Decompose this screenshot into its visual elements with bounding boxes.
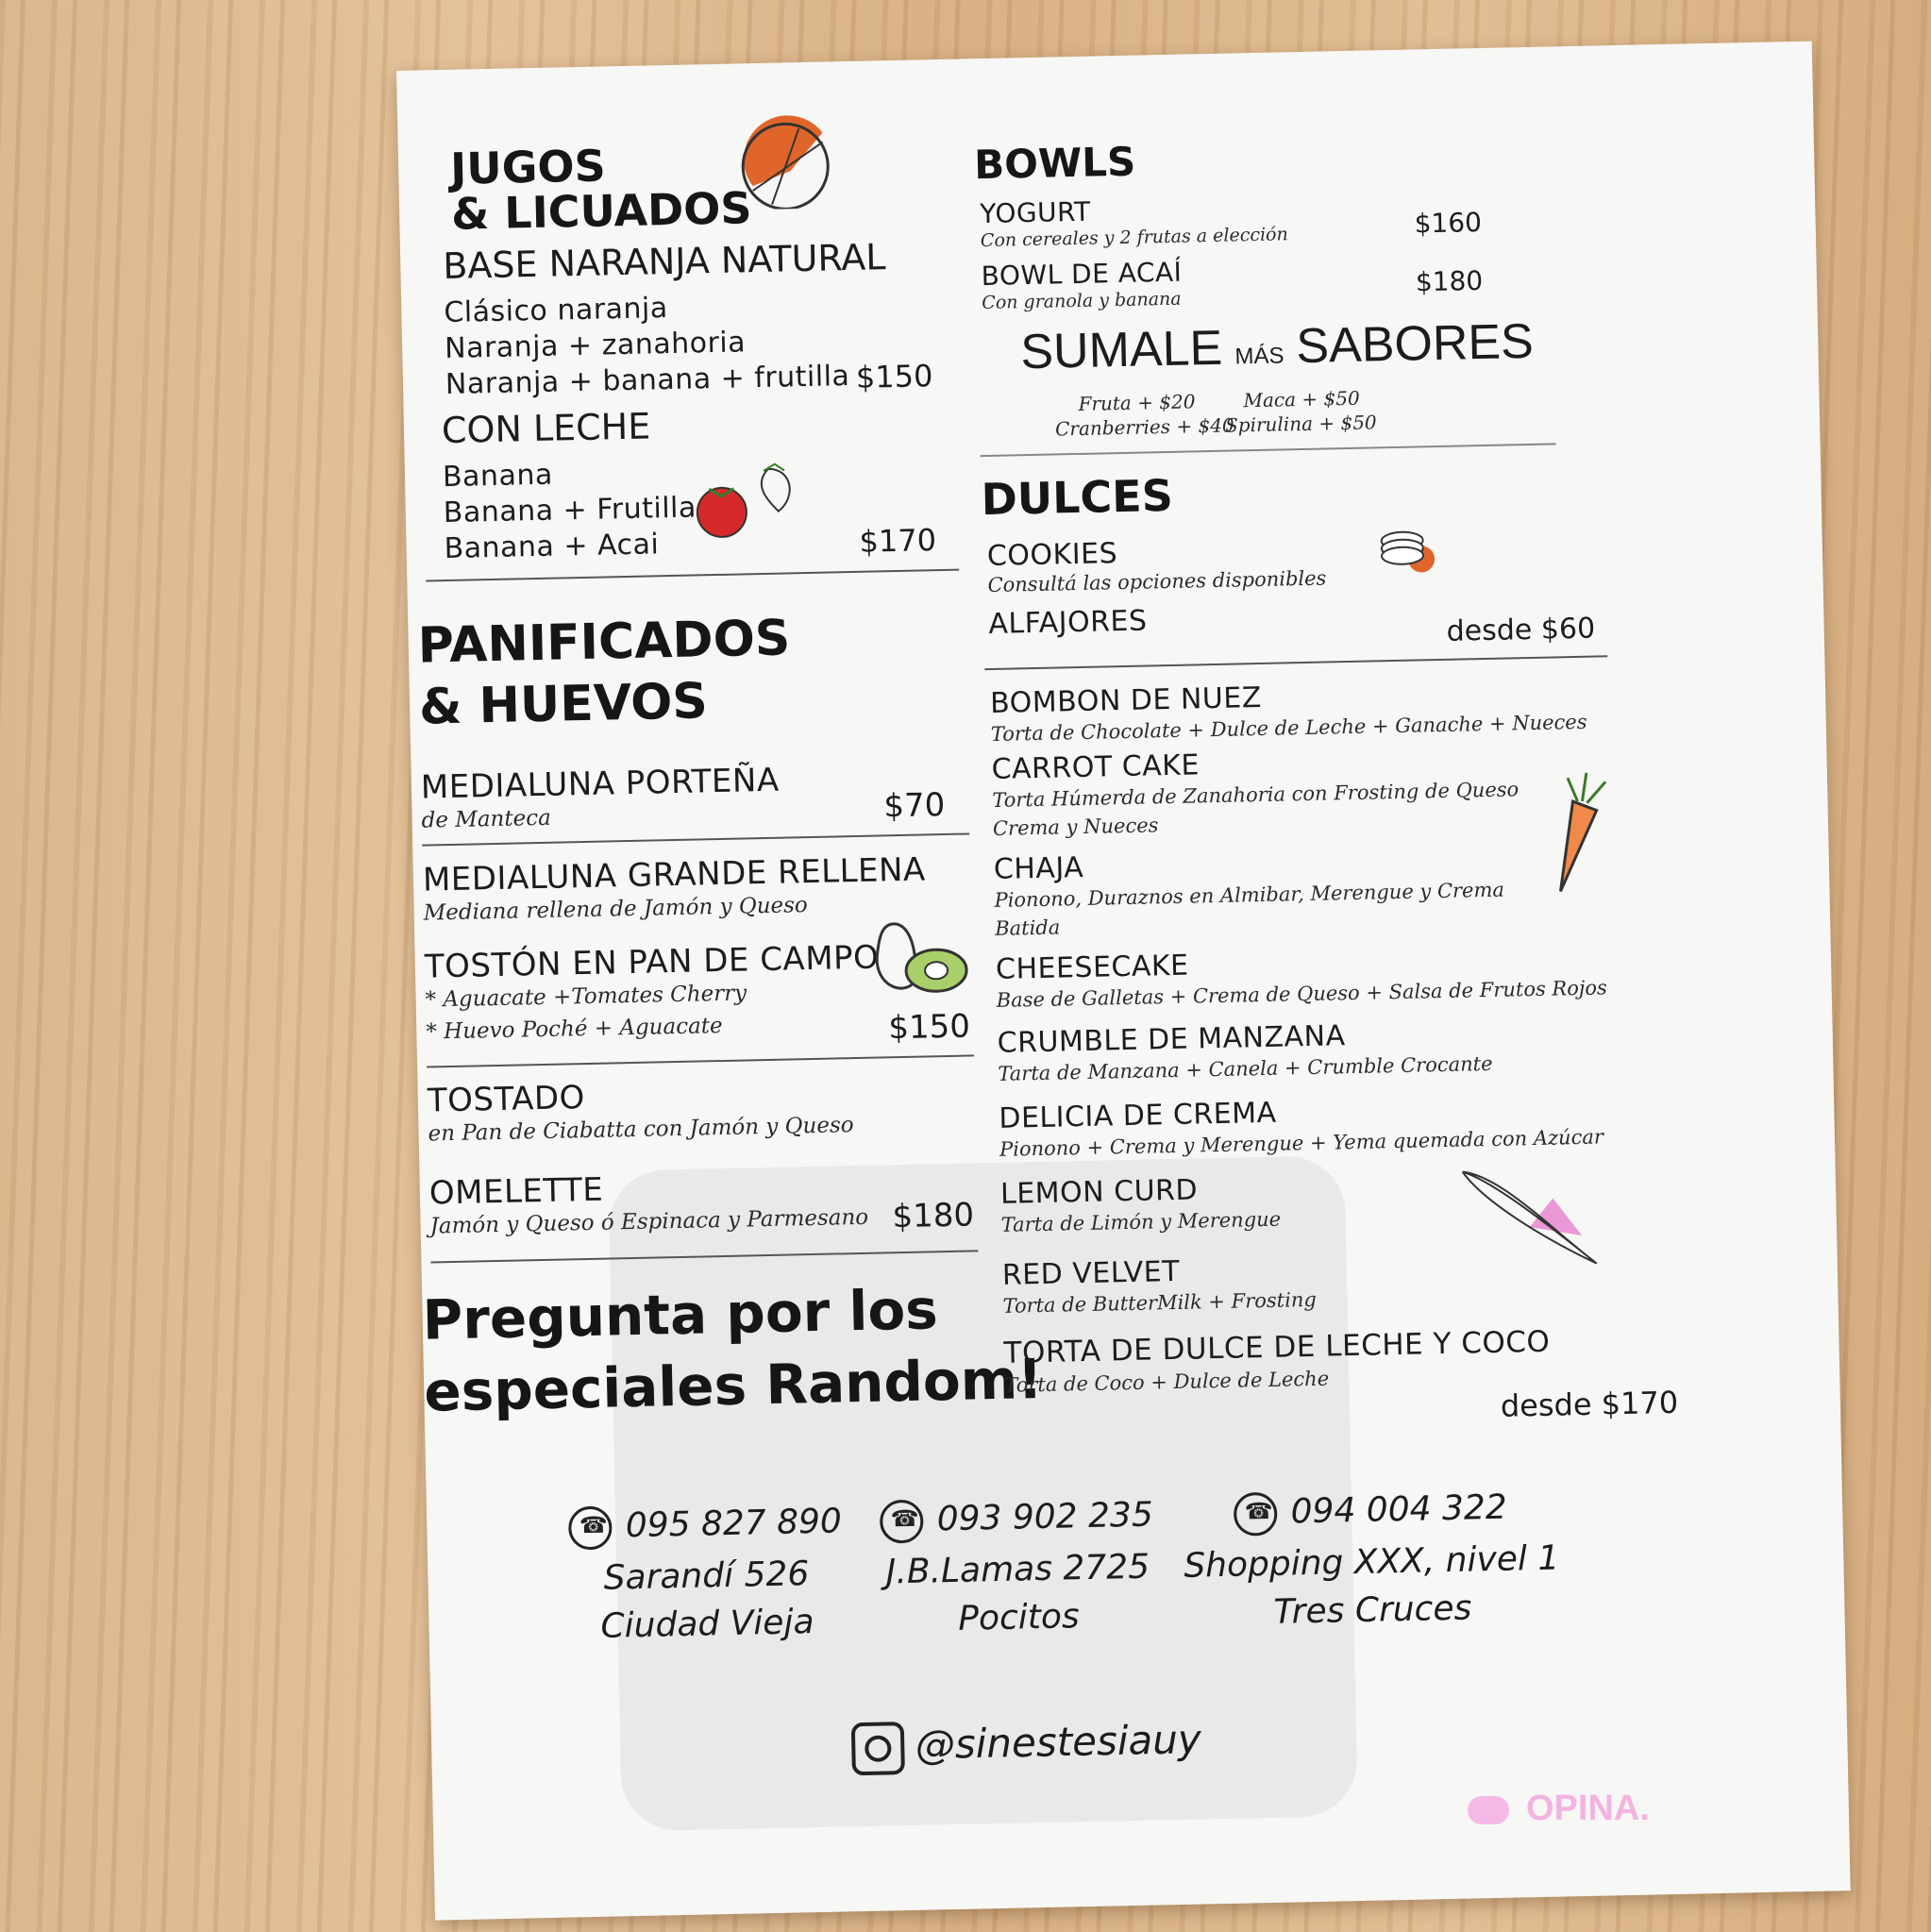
tostado-name: TOSTADO <box>427 1079 586 1120</box>
acai-price: $180 <box>1415 264 1484 298</box>
panificados-title-line2: & HUEVOS <box>418 673 709 736</box>
especiales-line2: especiales Random! <box>423 1346 1044 1424</box>
toston-desc-2: * Huevo Poché + Aguacate <box>426 1013 723 1045</box>
yogurt-name: YOGURT <box>979 195 1091 230</box>
medialuna-grande-desc: Mediana rellena de Jamón y Queso <box>423 893 809 926</box>
omelette-price: $180 <box>892 1196 975 1236</box>
jugos-title-line2: & LICUADOS <box>450 182 752 240</box>
contact-phone: 094 004 322 <box>1290 1487 1508 1532</box>
contact-street: Shopping XXX, nivel 1 <box>1183 1538 1560 1586</box>
alfajores-name: ALFAJORES <box>988 604 1148 641</box>
extra-maca: Maca + $50 <box>1243 386 1360 412</box>
cake-name: TORTA DE DULCE DE LECHE Y COCO <box>1003 1324 1551 1370</box>
toston-desc-1: * Aguacate +Tomates Cherry <box>425 981 747 1013</box>
cake-desc: Tarta de Manzana + Canela + Crumble Crocante <box>998 1051 1493 1085</box>
medialuna-desc: de Manteca <box>421 805 552 833</box>
sumale-word2: MÁS <box>1234 343 1285 370</box>
medialuna-price: $70 <box>883 786 946 826</box>
con-leche-title: CON LECHE <box>441 405 651 452</box>
cake-name: CHEESECAKE <box>995 949 1189 986</box>
whatsapp-icon <box>1234 1492 1278 1537</box>
cookies-name: COOKIES <box>986 537 1118 574</box>
contact-area: Tres Cruces <box>1273 1588 1472 1632</box>
cookies-desc: Consultá las opciones disponibles <box>987 566 1327 596</box>
cake-desc: Base de Galletas + Crema de Queso + Salsa de Frutos Rojos <box>996 976 1608 1012</box>
jugos-title-line1: JUGOS <box>449 140 607 194</box>
medialuna-name: MEDIALUNA PORTEÑA <box>420 761 781 807</box>
omelette-desc: Jamón y Queso ó Espinaca y Parmesano <box>429 1204 869 1239</box>
cake-desc: Torta de Coco + Dulce de Leche <box>1004 1367 1330 1397</box>
cake-name: RED VELVET <box>1001 1254 1181 1292</box>
jugo-item-1: Clásico naranja <box>444 292 669 329</box>
whisk-icon <box>1452 1159 1615 1276</box>
yogurt-price: $160 <box>1414 206 1483 240</box>
jugo-item-3: Naranja + banana + frutilla <box>445 360 850 401</box>
toston-name: TOSTÓN EN PAN DE CAMPO <box>424 938 880 986</box>
leche-item-2: Banana + Frutilla <box>443 491 697 530</box>
cake-desc: Piononо, Duraznos en Almibar, Merengue y Crema <box>994 878 1505 912</box>
contact-area: Pocitos <box>957 1597 1081 1638</box>
menu-sheet <box>396 42 1851 1921</box>
alfajores-price: desde $60 <box>1446 612 1596 648</box>
instagram-icon <box>850 1722 904 1775</box>
cake-desc: Torta Húmerda de Zanahoria con Frosting de Queso <box>992 778 1520 812</box>
orange-slice-icon <box>732 113 838 210</box>
cake-desc: Torta de ButterMilk + Frosting <box>1002 1287 1318 1318</box>
cake-name: LEMON CURD <box>999 1173 1199 1211</box>
base-naranja-title: BASE NARANJA NATURAL <box>442 236 886 288</box>
tostado-desc: en Pan de Ciabatta con Jamón y Queso <box>428 1113 854 1147</box>
avocado-icon <box>867 913 973 1000</box>
leche-item-3: Banana + Acai <box>444 528 660 566</box>
especiales-line1: Pregunta por los <box>422 1277 939 1352</box>
contact-street: J.B.Lamas 2725 <box>885 1547 1150 1592</box>
acai-name: BOWL DE ACAÍ <box>981 256 1183 293</box>
base-naranja-price: $150 <box>855 358 933 395</box>
whatsapp-icon <box>568 1506 613 1551</box>
cake-desc: Pionono + Crema y Merengue + Yema quemada con Azúcar <box>999 1125 1604 1161</box>
sumale-word1: SUMALE <box>1019 320 1223 380</box>
divider <box>426 569 959 582</box>
contact-block <box>861 1494 1175 1640</box>
watermark-text: OPINA. <box>1526 1789 1650 1828</box>
acai-desc: Con granola y banana <box>982 288 1182 314</box>
cake-name: CARROT CAKE <box>991 748 1201 786</box>
contact-phone: 095 827 890 <box>625 1502 843 1546</box>
cake-desc-2: Crema y Nueces <box>992 814 1159 840</box>
sumale-word3: SABORES <box>1295 313 1535 375</box>
medialuna-grande-name: MEDIALUNA GRANDE RELLENA <box>422 850 927 899</box>
whatsapp-icon <box>880 1500 924 1544</box>
cake-name: DELICIA DE CREMA <box>999 1096 1277 1135</box>
instagram-handle: @sinestesiauy <box>915 1716 1202 1769</box>
extra-spirulina: Spirulina + $50 <box>1224 411 1377 437</box>
extra-cranberries: Cranberries + $40 <box>1054 413 1234 441</box>
cakes-price: desde $170 <box>1500 1384 1679 1424</box>
contact-phone-row <box>861 1494 1173 1544</box>
contact-block <box>549 1501 864 1647</box>
watermark <box>1468 1789 1650 1829</box>
yogurt-desc: Con cereales y 2 frutas a elección <box>980 224 1288 252</box>
panificados-title-line1: PANIFICADOS <box>417 610 791 675</box>
leche-item-1: Banana <box>442 458 554 495</box>
contact-phone-row <box>549 1501 862 1551</box>
cake-desc-2: Batida <box>994 916 1061 940</box>
cake-desc: Torta de Chocolate + Dulce de Leche + Ganache + Nueces <box>990 710 1587 746</box>
sumale-banner <box>1020 313 1535 380</box>
toston-price: $150 <box>887 1007 971 1048</box>
carrot-icon <box>1530 772 1618 897</box>
strawberry-icon <box>688 459 813 546</box>
cake-name: CRUMBLE DE MANZANA <box>997 1019 1346 1060</box>
instagram-row <box>828 1715 1225 1776</box>
omelette-name: OMELETTE <box>428 1170 604 1213</box>
dulces-title: DULCES <box>981 469 1174 526</box>
cake-name: BOMBON DE NUEZ <box>989 680 1263 720</box>
cake-name: CHAJA <box>993 850 1084 886</box>
contact-block <box>1172 1486 1571 1634</box>
divider <box>984 655 1607 670</box>
divider <box>427 1054 974 1067</box>
con-leche-price: $170 <box>859 522 937 560</box>
contact-phone: 093 902 235 <box>936 1495 1154 1539</box>
watermark-logo-icon <box>1468 1796 1509 1824</box>
bowls-title: BOWLS <box>973 138 1136 189</box>
contact-street: Sarandí 526 <box>603 1554 810 1598</box>
cake-desc: Tarta de Limón y Merengue <box>1000 1207 1282 1236</box>
cookie-stack-icon <box>1373 521 1440 579</box>
extra-fruta: Fruta + $20 <box>1078 390 1196 415</box>
contact-phone-row <box>1172 1486 1570 1537</box>
contact-area: Ciudad Vieja <box>600 1603 814 1646</box>
jugo-item-2: Naranja + zanahoria <box>444 326 747 365</box>
divider <box>422 832 969 846</box>
divider <box>981 443 1556 457</box>
